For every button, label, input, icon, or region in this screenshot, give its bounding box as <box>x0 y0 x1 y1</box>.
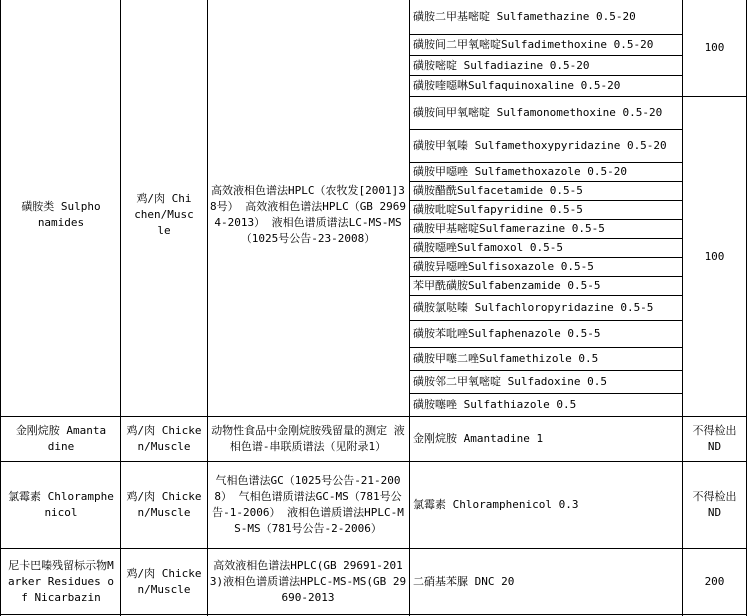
species-text: 鸡/肉 Chicken/Muscle <box>126 566 202 596</box>
analyte-item <box>410 462 682 548</box>
analyte-item <box>410 97 682 129</box>
species-cell <box>121 60 207 370</box>
limit-value: 100 <box>704 249 725 263</box>
analyte-item <box>410 76 682 96</box>
analyte-text: 磺胺噻唑 Sulfathiazole 0.5 <box>413 398 577 411</box>
analyte-text: 磺胺甲氧嗪 Sulfamethoxypyridazine 0.5-20 <box>413 139 667 152</box>
analyte-item <box>410 201 682 219</box>
analyte-item <box>410 321 682 347</box>
analyte-item <box>410 56 682 75</box>
limit-value: 不得检出 ND <box>692 490 737 519</box>
analyte-text: 磺胺间二甲氧嘧啶Sulfadimethoxine 0.5-20 <box>413 38 654 51</box>
category-text: 尼卡巴嗪残留标示物Marker Residues of Nicarbazin <box>8 558 114 604</box>
species-text: 鸡/肉 Chicken/Muscle <box>126 490 202 519</box>
method-cell <box>209 60 407 370</box>
method-text: 气相色谱法GC（1025号公告-21-2008） 气相色谱质谱法GC-MS（781号公告-1-2006） 液相色谱质谱法HPLC-MS-MS（781号公告-2-2006） <box>212 474 404 535</box>
category-cell <box>5 60 117 370</box>
limit-cell <box>683 417 746 461</box>
analyte-item <box>410 277 682 295</box>
analyte-text: 磺胺吡啶Sulfapyridine 0.5-5 <box>413 203 583 216</box>
table-border-bottom <box>0 614 747 615</box>
category-cell <box>5 417 117 461</box>
analyte-item <box>410 296 682 320</box>
analyte-item <box>410 182 682 200</box>
analyte-item <box>410 394 682 416</box>
species-cell <box>121 462 207 548</box>
limit-value: 不得检出 ND <box>692 424 737 453</box>
limit-value: 100 <box>704 41 725 54</box>
method-cell <box>209 462 407 548</box>
species-text: 鸡/肉 Chicken/Muscle <box>126 424 202 453</box>
species-text: 鸡/肉 Chichen/Muscle <box>134 192 194 237</box>
method-text: 高效液相色谱法HPLC(GB 29691-2013)液相色谱质谱法HPLC-MS-MS(GB 29690-2013 <box>209 558 407 604</box>
analyte-text: 磺胺喹噁啉Sulfaquinoxaline 0.5-20 <box>413 79 621 92</box>
table-border-left <box>0 0 1 616</box>
limit-cell <box>683 97 746 416</box>
analyte-text: 二硝基苯脲 DNC 20 <box>413 574 515 588</box>
method-cell <box>209 417 407 461</box>
analyte-text: 苯甲酰磺胺Sulfabenzamide 0.5-5 <box>413 279 601 292</box>
analyte-text: 磺胺邻二甲氧嘧啶 Sulfadoxine 0.5 <box>413 375 607 388</box>
analyte-text: 磺胺嘧啶 Sulfadiazine 0.5-20 <box>413 58 590 72</box>
analyte-text: 金刚烷胺 Amantadine 1 <box>413 432 544 445</box>
analyte-text: 磺胺甲噻二唑Sulfamethizole 0.5 <box>413 352 599 365</box>
analyte-text: 磺胺间甲氧嘧啶 Sulfamonomethoxine 0.5-20 <box>413 106 663 119</box>
species-cell <box>121 549 207 614</box>
category-text: 磺胺类 Sulphonamides <box>21 200 101 229</box>
analyte-item <box>410 239 682 257</box>
analyte-text: 磺胺苯吡唑Sulfaphenazole 0.5-5 <box>413 327 601 340</box>
method-cell <box>209 549 407 614</box>
analyte-item <box>410 0 682 34</box>
analyte-text: 磺胺异噁唑Sulfisoxazole 0.5-5 <box>413 260 594 273</box>
analyte-item <box>410 130 682 162</box>
limit-cell <box>683 462 746 548</box>
analyte-item <box>410 220 682 238</box>
table-border-right <box>746 0 747 616</box>
analyte-text: 磺胺二甲基嘧啶 Sulfamethazine 0.5-20 <box>413 10 636 23</box>
analyte-item <box>410 35 682 55</box>
analyte-text: 磺胺氯哒嗪 Sulfachloropyridazine 0.5-5 <box>413 301 654 314</box>
category-text: 氯霉素 Chloramphenicol <box>8 490 114 519</box>
method-text: 高效液相色谱法HPLC（农牧发[2001]38号） 高效液相色谱法HPLC（GB 29694-2013） 液相色谱质谱法LC-MS-MS（1025号公告-23-2008） <box>209 184 407 245</box>
limit-cell <box>683 0 746 96</box>
analyte-item <box>410 163 682 181</box>
category-cell <box>5 462 117 548</box>
category-text: 金刚烷胺 Amantadine <box>15 424 107 453</box>
analyte-text: 磺胺甲噁唑 Sulfamethoxazole 0.5-20 <box>413 165 627 178</box>
limit-cell <box>683 549 746 614</box>
limit-value: 200 <box>704 574 725 588</box>
analyte-item <box>410 417 682 461</box>
analyte-item <box>410 371 682 393</box>
category-cell <box>3 549 119 614</box>
analyte-text: 磺胺噁唑Sulfamoxol 0.5-5 <box>413 241 563 254</box>
analyte-text: 氯霉素 Chloramphenicol 0.3 <box>413 498 579 511</box>
analyte-item <box>410 348 682 370</box>
method-text: 动物性食品中金刚烷胺残留量的测定 液相色谱-串联质谱法（见附录1） <box>211 424 405 453</box>
analyte-item <box>410 549 682 614</box>
analyte-text: 磺胺甲基嘧啶Sulfamerazine 0.5-5 <box>413 222 605 235</box>
species-cell <box>121 417 207 461</box>
analyte-text: 磺胺醋酰Sulfacetamide 0.5-5 <box>413 184 583 197</box>
column-divider <box>207 0 208 616</box>
analyte-item <box>410 258 682 276</box>
